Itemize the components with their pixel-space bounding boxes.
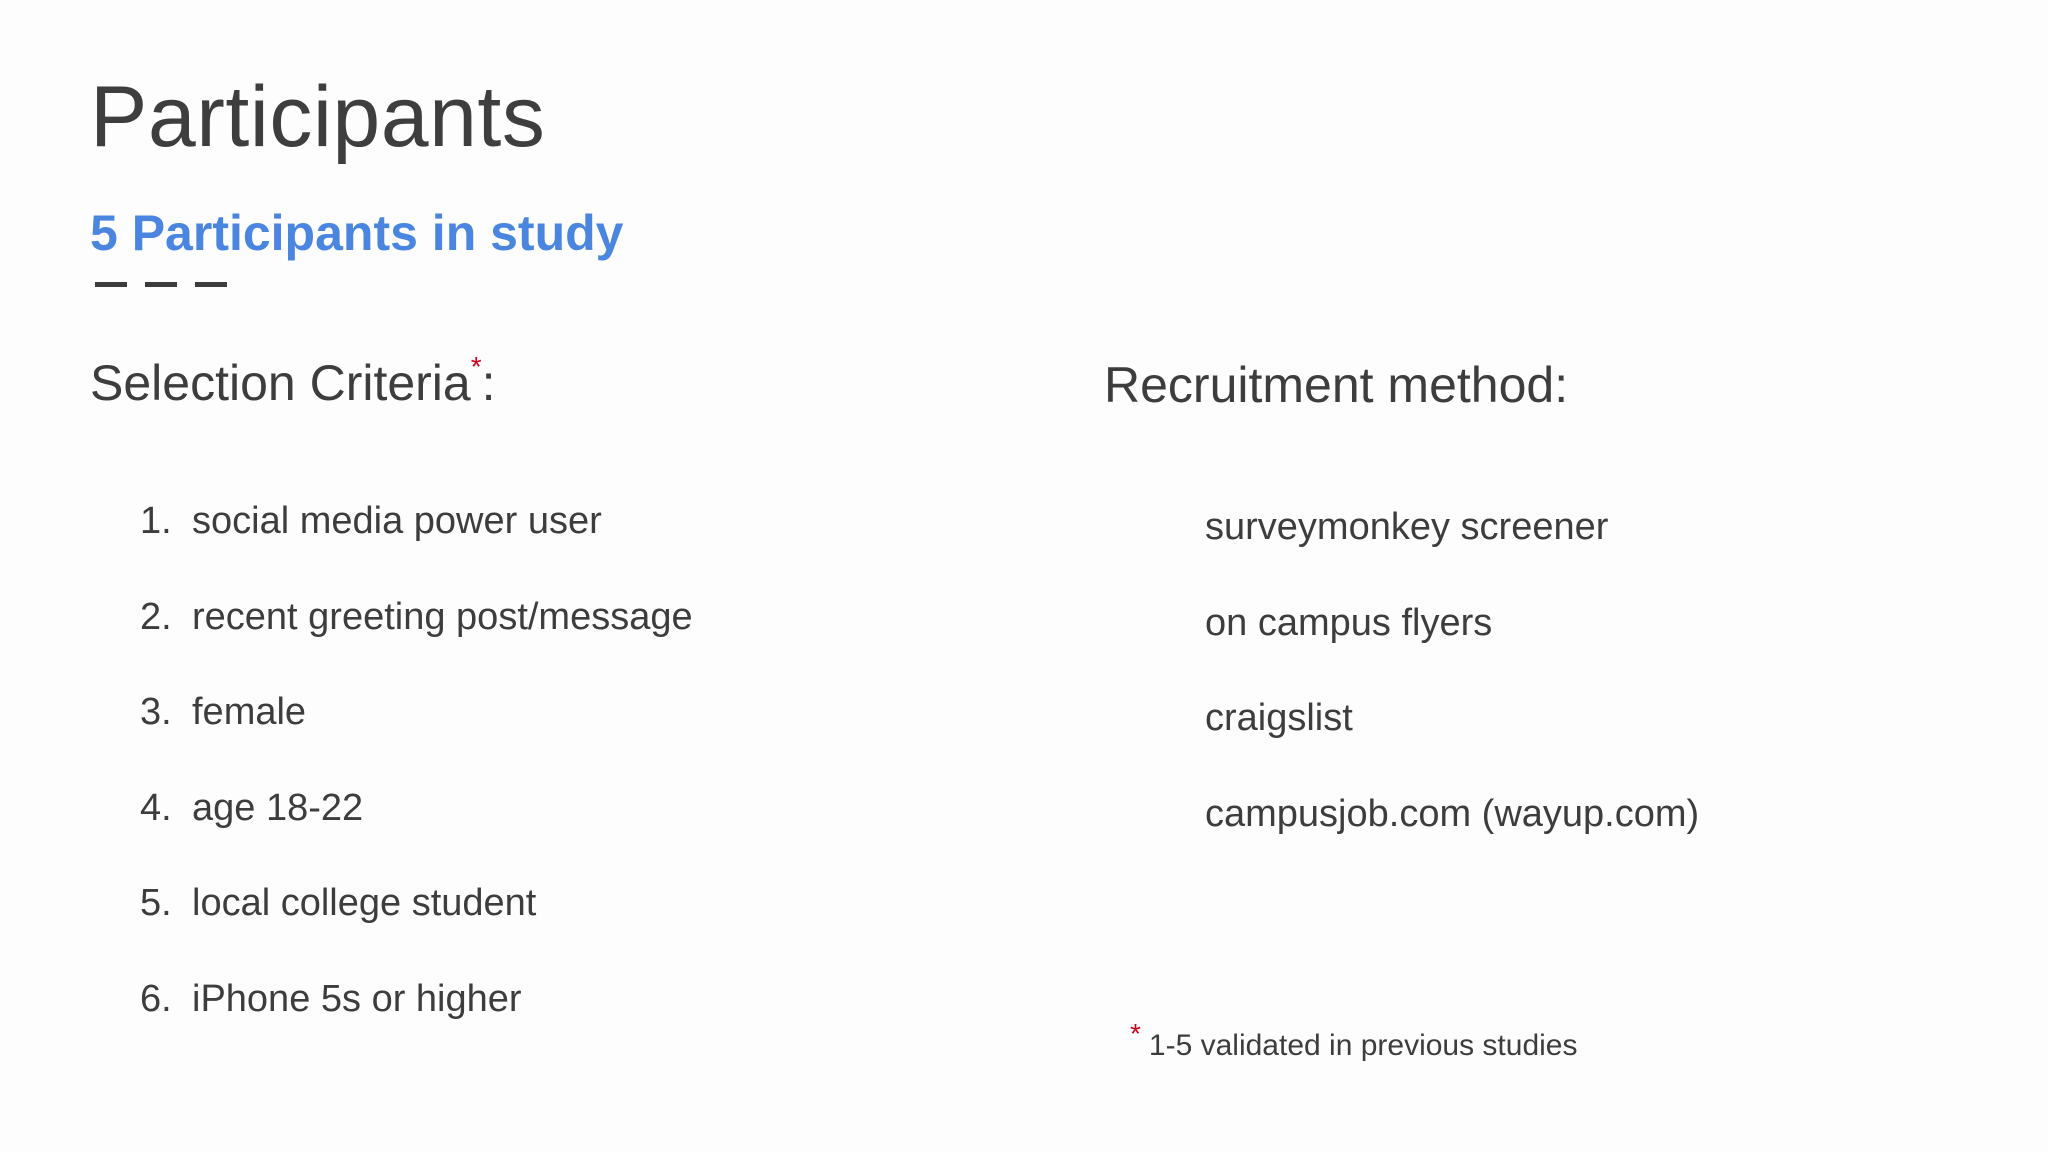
- recruitment-methods-list: [1205, 506, 1699, 888]
- criteria-item: [140, 787, 693, 883]
- recruitment-method-item: surveymonkey screener: [1205, 506, 1609, 548]
- decorative-dashes: [95, 282, 227, 287]
- subtitle: 5 Participants in study: [90, 205, 624, 261]
- criteria-number: 6.: [140, 977, 172, 1020]
- criteria-text: age 18-22: [192, 786, 364, 829]
- criteria-list: [140, 500, 693, 1073]
- recruitment-method-item: on campus flyers: [1205, 601, 1493, 644]
- criteria-text: recent greeting post/message: [192, 595, 693, 638]
- criteria-number: 2.: [140, 595, 172, 638]
- footnote-asterisk: *: [1130, 1018, 1141, 1049]
- criteria-number: 3.: [140, 691, 172, 733]
- dash: [195, 282, 227, 287]
- criteria-item: [140, 691, 693, 787]
- footnote-text: 1-5 validated in previous studies: [1148, 1029, 1578, 1062]
- criteria-item: [140, 500, 693, 596]
- criteria-item: [140, 882, 693, 978]
- criteria-number: 5.: [140, 882, 172, 924]
- footnote: [1130, 1018, 1578, 1063]
- page-title: Participants: [90, 69, 546, 165]
- dash: [95, 282, 127, 287]
- criteria-text: social media power user: [192, 500, 602, 542]
- heading-colon: :: [481, 355, 496, 411]
- criteria-text: iPhone 5s or higher: [192, 977, 522, 1020]
- selection-criteria-heading: [90, 352, 496, 411]
- criteria-number: 4.: [140, 786, 172, 829]
- recruitment-method-heading: Recruitment method:: [1104, 357, 1569, 413]
- criteria-item: [140, 596, 693, 692]
- recruitment-method-item: craigslist: [1205, 697, 1353, 739]
- selection-criteria-label: Selection Criteria: [90, 355, 471, 411]
- recruitment-method-item: campusjob.com (wayup.com): [1205, 792, 1700, 835]
- dash: [145, 282, 177, 287]
- criteria-text: female: [192, 691, 307, 733]
- criteria-text: local college student: [192, 882, 537, 924]
- criteria-item: [140, 978, 693, 1074]
- criteria-number: 1.: [140, 500, 172, 542]
- asterisk-marker: *: [470, 351, 482, 382]
